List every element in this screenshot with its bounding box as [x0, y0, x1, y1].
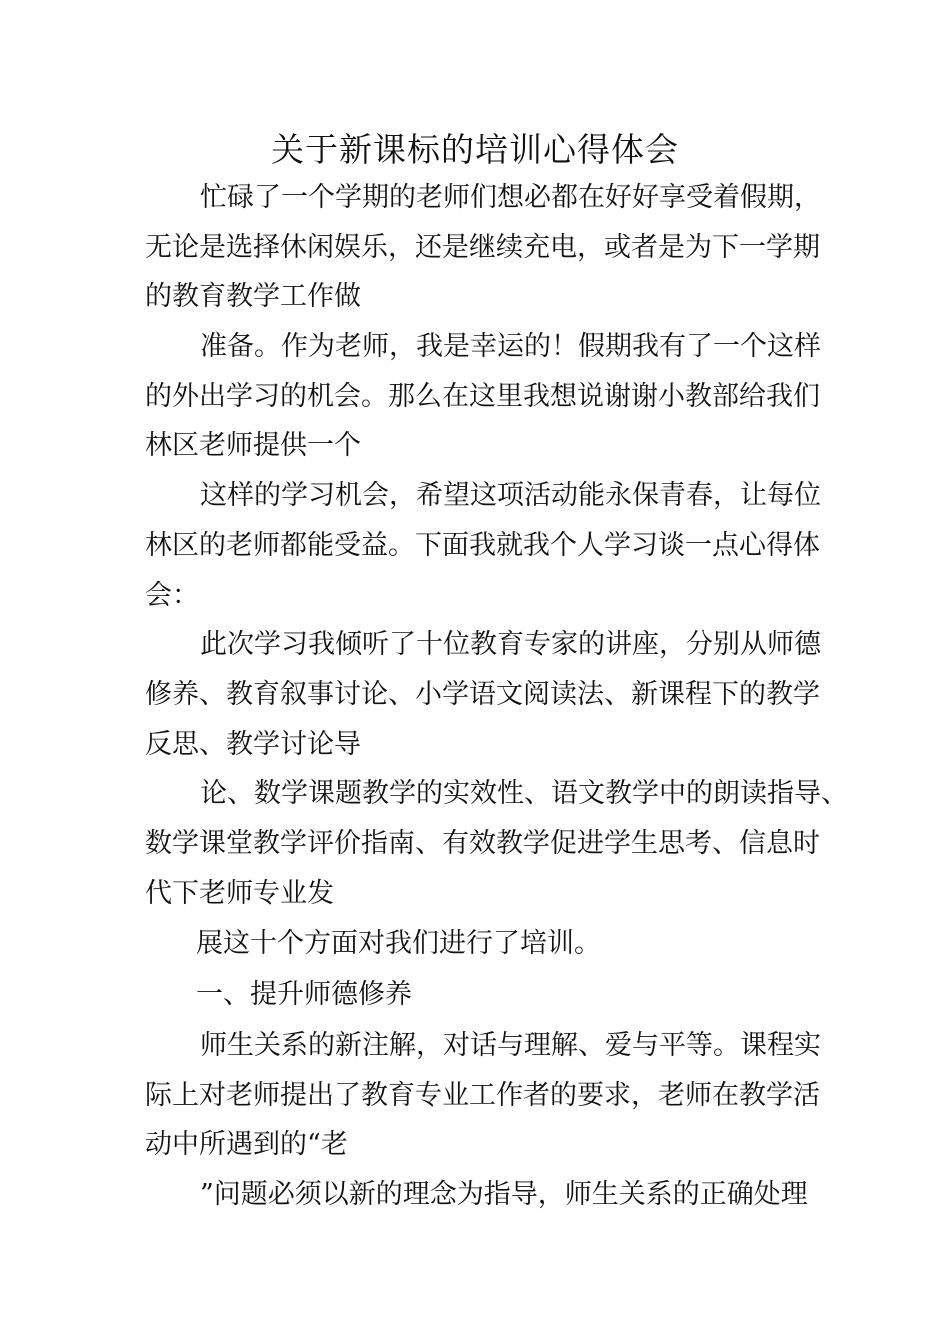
paragraph-line: 无论是选择休闲娱乐，还是继续充电，或者是为下一学期 [145, 232, 820, 263]
document-title: 关于新课标的培训心得体会 [271, 130, 679, 169]
paragraph-line: 的外出学习的机会。那么在这里我想说谢谢小教部给我们 [145, 381, 820, 412]
paragraph-line: 林区的老师都能受益。下面我就我个人学习谈一点心得体 [145, 530, 820, 561]
paragraph-line: 际上对老师提出了教育专业工作者的要求，老师在教学活 [145, 1080, 820, 1111]
paragraph-line: 准备。作为老师，我是幸运的！假期我有了一个这样 [200, 331, 821, 362]
paragraph-line: 修养、教育叙事讨论、小学语文阅读法、新课程下的教学 [145, 679, 820, 710]
paragraph-line: 动中所遇到的“老 [145, 1129, 348, 1160]
paragraph-line: 这样的学习机会，希望这项活动能永保青春，让每位 [200, 480, 821, 511]
paragraph-line: ”问题必须以新的理念为指导，师生关系的正确处理 [200, 1179, 808, 1210]
paragraph-line: 代下老师专业发 [145, 878, 334, 909]
paragraph-line: 会： [145, 580, 199, 611]
paragraph-line: 的教育教学工作做 [145, 281, 361, 312]
paragraph-line: 数学课堂教学评价指南、有效教学促进学生思考、信息时 [145, 828, 820, 859]
section-heading: 一、提升师德修养 [196, 979, 412, 1010]
paragraph-line: 林区老师提供一个 [145, 430, 361, 461]
paragraph-line: 论、数学课题教学的实效性、语文教学中的朗读指导、 [200, 778, 848, 809]
paragraph-line: 此次学习我倾听了十位教育专家的讲座，分别从师德 [200, 629, 821, 660]
paragraph-line: 忙碌了一个学期的老师们想必都在好好享受着假期， [200, 182, 821, 213]
paragraph-line: 反思、教学讨论导 [145, 729, 361, 760]
paragraph-line: 师生关系的新注解，对话与理解、爱与平等。课程实 [200, 1030, 821, 1061]
paragraph-line: 展这十个方面对我们进行了培训。 [196, 928, 601, 959]
